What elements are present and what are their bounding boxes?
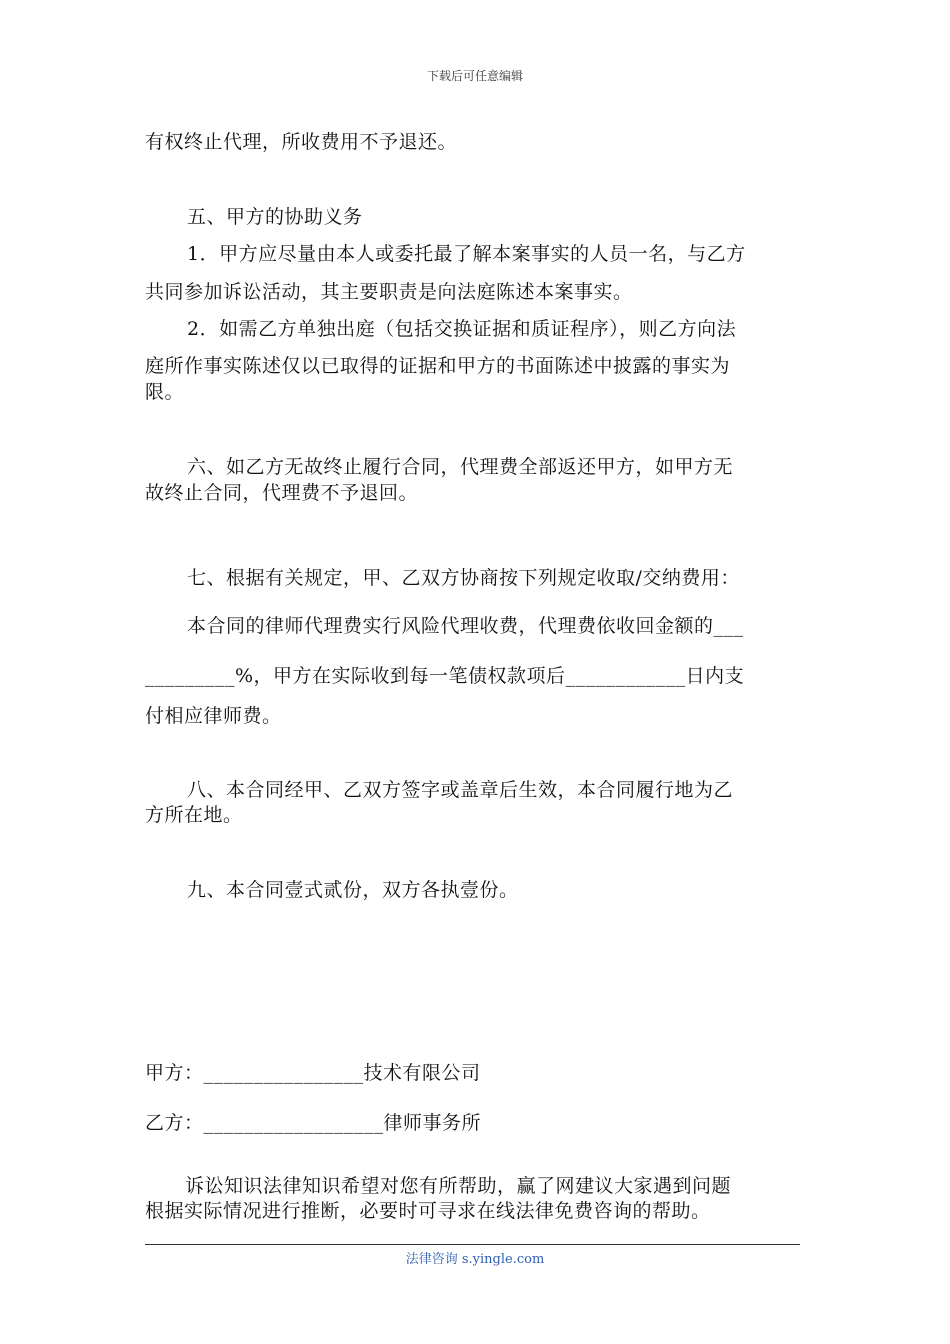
party-b-label: 乙方： xyxy=(145,1112,204,1134)
payment-days-blank: ____________ xyxy=(565,665,686,687)
section-8-line-1: 八、本合同经甲、乙双方签字或盖章后生效，本合同履行地为乙 xyxy=(187,779,734,801)
section-5-item-2-line-1: 2．如需乙方单独出庭（包括交换证据和质证程序），则乙方向法 xyxy=(187,318,737,340)
page-header: 下载后可任意编辑 xyxy=(426,69,523,83)
party-b-suffix: 律师事务所 xyxy=(383,1112,482,1134)
section-5-item-1-line-2: 共同参加诉讼活动，其主要职责是向法庭陈述本案事实。 xyxy=(145,281,633,303)
section-7-fee-line-2 xyxy=(145,661,744,688)
section-5-item-1-line-1: 1．甲方应尽量由本人或委托最了解本案事实的人员一名，与乙方 xyxy=(187,243,746,265)
section-7-fee-line-1 xyxy=(187,611,744,638)
party-a-suffix: 技术有限公司 xyxy=(363,1062,481,1084)
footer-link[interactable]: 法律咨询 s.yingle.com xyxy=(405,1252,545,1267)
party-a-blank: ________________ xyxy=(203,1062,364,1084)
closing-line-1: 诉讼知识法律知识希望对您有所帮助，赢了网建议大家遇到问题 xyxy=(185,1175,732,1197)
section-5-title: 五、甲方的协助义务 xyxy=(187,206,363,228)
party-b-signature xyxy=(145,1108,481,1135)
section-5-item-2-line-2: 庭所作事实陈述仅以已取得的证据和甲方的书面陈述中披露的事实为 xyxy=(145,355,731,377)
party-a-signature xyxy=(145,1058,481,1085)
party-b-blank: __________________ xyxy=(203,1112,384,1134)
section-6-line-2: 故终止合同，代理费不予退回。 xyxy=(145,482,419,504)
fee-text: 本合同的律师代理费实行风险代理收费，代理费依收回金额的 xyxy=(187,615,714,637)
section-7-fee-line-3: 付相应律师费。 xyxy=(145,705,282,727)
closing-line-2: 根据实际情况进行推断，必要时可寻求在线法律免费咨询的帮助。 xyxy=(145,1200,711,1222)
section-5-item-2-line-3: 限。 xyxy=(145,381,185,403)
footer-divider xyxy=(145,1244,800,1245)
fee-percent-blank: ___ xyxy=(713,615,744,637)
section-9: 九、本合同壹式贰份，双方各执壹份。 xyxy=(187,879,519,901)
fee-text-2: %，甲方在实际收到每一笔债权款项后 xyxy=(235,665,566,687)
fee-text-3: 日内支 xyxy=(685,665,745,687)
fee-percent-blank-cont: _________ xyxy=(145,665,235,687)
section-8-line-2: 方所在地。 xyxy=(145,804,243,826)
continued-text: 有权终止代理，所收费用不予退还。 xyxy=(145,131,458,153)
section-6-line-1: 六、如乙方无故终止履行合同，代理费全部返还甲方，如甲方无 xyxy=(187,456,734,478)
section-7-title: 七、根据有关规定，甲、乙双方协商按下列规定收取/交纳费用： xyxy=(187,567,740,589)
party-a-label: 甲方： xyxy=(145,1062,204,1084)
